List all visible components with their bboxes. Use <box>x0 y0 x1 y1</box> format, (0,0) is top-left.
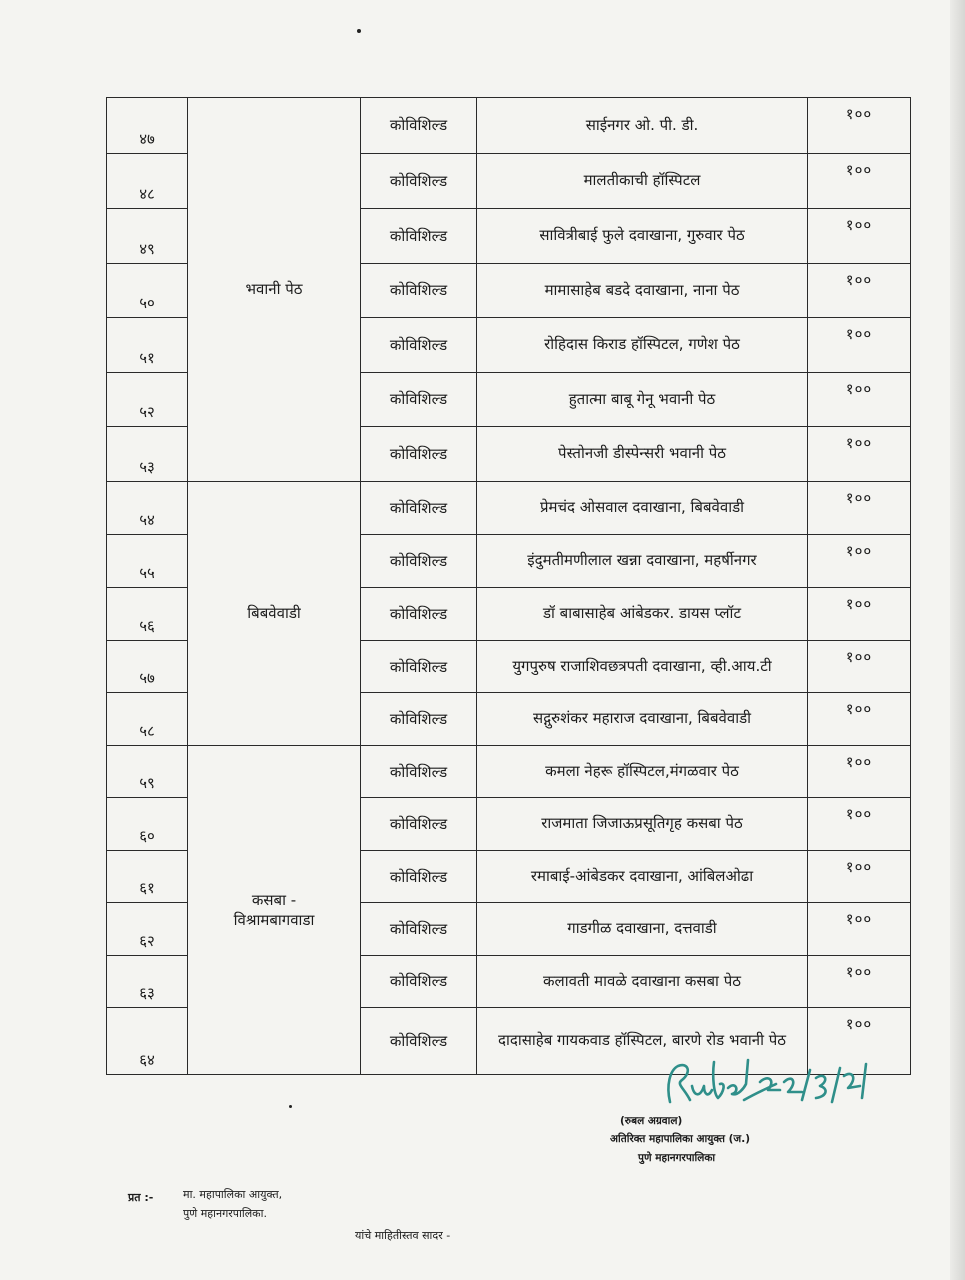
dose-quantity: १०० <box>808 153 911 209</box>
table-row <box>107 745 911 797</box>
center-name: रमाबाई-आंबेडकर दवाखाना, आंबिलओढा <box>477 850 808 902</box>
vaccine-name: कोविशिल्ड <box>361 745 477 797</box>
center-name: मामासाहेब बडदे दवाखाना, नाना पेठ <box>477 263 808 318</box>
dose-quantity: १०० <box>808 318 911 373</box>
scan-speck <box>289 1105 292 1108</box>
center-name: प्रेमचंद ओसवाल दवाखाना, बिबवेवाडी <box>477 481 808 534</box>
dose-quantity: १०० <box>808 98 911 154</box>
ward-name <box>188 98 361 482</box>
serial-number: ५६ <box>107 588 188 640</box>
serial-number: ४७ <box>107 98 188 154</box>
vaccine-name: कोविशिल्ड <box>361 481 477 534</box>
dose-quantity: १०० <box>808 798 911 850</box>
copy-to-label: प्रत :- <box>128 1191 154 1204</box>
center-name: साईनगर ओ. पी. डी. <box>477 98 808 154</box>
dose-quantity: १०० <box>808 693 911 745</box>
serial-number: ४९ <box>107 209 188 264</box>
center-name: पेस्तोनजी डीस्पेन्सरी भवानी पेठ <box>477 427 808 482</box>
serial-number: ५५ <box>107 534 188 587</box>
serial-number: ५४ <box>107 481 188 534</box>
copy-to-line: मा. महापालिका आयुक्त, <box>183 1188 283 1201</box>
center-name: हुतात्मा बाबू गेनू भवानी पेठ <box>477 372 808 427</box>
ward-name <box>188 481 361 745</box>
dose-quantity: १०० <box>808 372 911 427</box>
dose-quantity: १०० <box>808 903 911 955</box>
serial-number: ६२ <box>107 903 188 955</box>
serial-number: ५८ <box>107 693 188 745</box>
serial-number: ५७ <box>107 640 188 692</box>
serial-number: ५९ <box>107 745 188 797</box>
vaccine-name: कोविशिल्ड <box>361 534 477 587</box>
center-name: राजमाता जिजाऊप्रसूतिगृह कसबा पेठ <box>477 798 808 850</box>
ward-name <box>188 745 361 1074</box>
ward-name-line: बिबवेवाडी <box>247 604 301 623</box>
center-name: मालतीकाची हॉस्पिटल <box>477 153 808 209</box>
serial-number: ६४ <box>107 1008 188 1075</box>
ward-name-line: भवानी पेठ <box>245 280 303 299</box>
handwritten-signature <box>640 1040 880 1120</box>
ward-name-line: विश्रामबागवाडा <box>233 910 315 929</box>
serial-number: ५३ <box>107 427 188 482</box>
footer-note: यांचे माहितीस्तव सादर - <box>355 1229 451 1242</box>
serial-number: ५१ <box>107 318 188 373</box>
center-name: दादासाहेब गायकवाड हॉस्पिटल, बारणे रोड भवानी पेठ <box>477 1008 808 1075</box>
vaccine-name: कोविशिल्ड <box>361 588 477 640</box>
page-edge-shadow <box>950 0 965 1280</box>
center-name: गाडगीळ दवाखाना, दत्तवाडी <box>477 903 808 955</box>
vaccine-name: कोविशिल्ड <box>361 640 477 692</box>
vaccine-name: कोविशिल्ड <box>361 209 477 264</box>
center-name: कलावती मावळे दवाखाना कसबा पेठ <box>477 955 808 1007</box>
serial-number: ५२ <box>107 372 188 427</box>
table-row <box>107 481 911 534</box>
dose-quantity: १०० <box>808 534 911 587</box>
dose-quantity: १०० <box>808 263 911 318</box>
vaccine-name: कोविशिल्ड <box>361 850 477 902</box>
dose-quantity: १०० <box>808 209 911 264</box>
dose-quantity: १०० <box>808 1008 911 1075</box>
serial-number: ५० <box>107 263 188 318</box>
vaccine-name: कोविशिल्ड <box>361 153 477 209</box>
vaccine-name: कोविशिल्ड <box>361 1008 477 1075</box>
vaccine-name: कोविशिल्ड <box>361 318 477 373</box>
center-name: कमला नेहरू हॉस्पिटल,मंगळवार पेठ <box>477 745 808 797</box>
dose-quantity: १०० <box>808 481 911 534</box>
vaccine-name: कोविशिल्ड <box>361 903 477 955</box>
vaccine-name: कोविशिल्ड <box>361 372 477 427</box>
dose-quantity: १०० <box>808 427 911 482</box>
signer-block <box>610 1112 850 1167</box>
serial-number: ६१ <box>107 850 188 902</box>
copy-to-block <box>128 1185 282 1224</box>
center-name: सद्गुरुशंकर महाराज दवाखाना, बिबवेवाडी <box>477 693 808 745</box>
center-name: रोहिदास किराड हॉस्पिटल, गणेश पेठ <box>477 318 808 373</box>
scan-speck <box>357 29 361 33</box>
vaccine-name: कोविशिल्ड <box>361 427 477 482</box>
serial-number: ६३ <box>107 955 188 1007</box>
vaccine-name: कोविशिल्ड <box>361 798 477 850</box>
copy-to-line: पुणे महानगरपालिका. <box>183 1207 267 1221</box>
center-name: सावित्रीबाई फुले दवाखाना, गुरुवार पेठ <box>477 209 808 264</box>
vaccine-name: कोविशिल्ड <box>361 98 477 154</box>
vaccination-centers-table <box>106 97 911 1075</box>
dose-quantity: १०० <box>808 588 911 640</box>
serial-number: ४८ <box>107 153 188 209</box>
signer-organization: पुणे महानगरपालिका <box>638 1151 716 1164</box>
table-row <box>107 98 911 154</box>
dose-quantity: १०० <box>808 850 911 902</box>
dose-quantity: १०० <box>808 640 911 692</box>
dose-quantity: १०० <box>808 955 911 1007</box>
vaccine-name: कोविशिल्ड <box>361 263 477 318</box>
ward-name-line: कसबा - <box>251 890 297 909</box>
center-name: डॉ बाबासाहेब आंबेडकर. डायस प्लॉट <box>477 588 808 640</box>
center-name: इंदुमतीमणीलाल खन्ना दवाखाना, महर्षीनगर <box>477 534 808 587</box>
vaccine-name: कोविशिल्ड <box>361 693 477 745</box>
signer-designation: अतिरिक्त महापालिका आयुक्त (ज.) <box>610 1133 751 1146</box>
vaccine-name: कोविशिल्ड <box>361 955 477 1007</box>
center-name: युगपुरुष राजाशिवछत्रपती दवाखाना, व्ही.आय.टी <box>477 640 808 692</box>
dose-quantity: १०० <box>808 745 911 797</box>
serial-number: ६० <box>107 798 188 850</box>
signer-name: (रुबल अग्रवाल) <box>620 1115 683 1127</box>
